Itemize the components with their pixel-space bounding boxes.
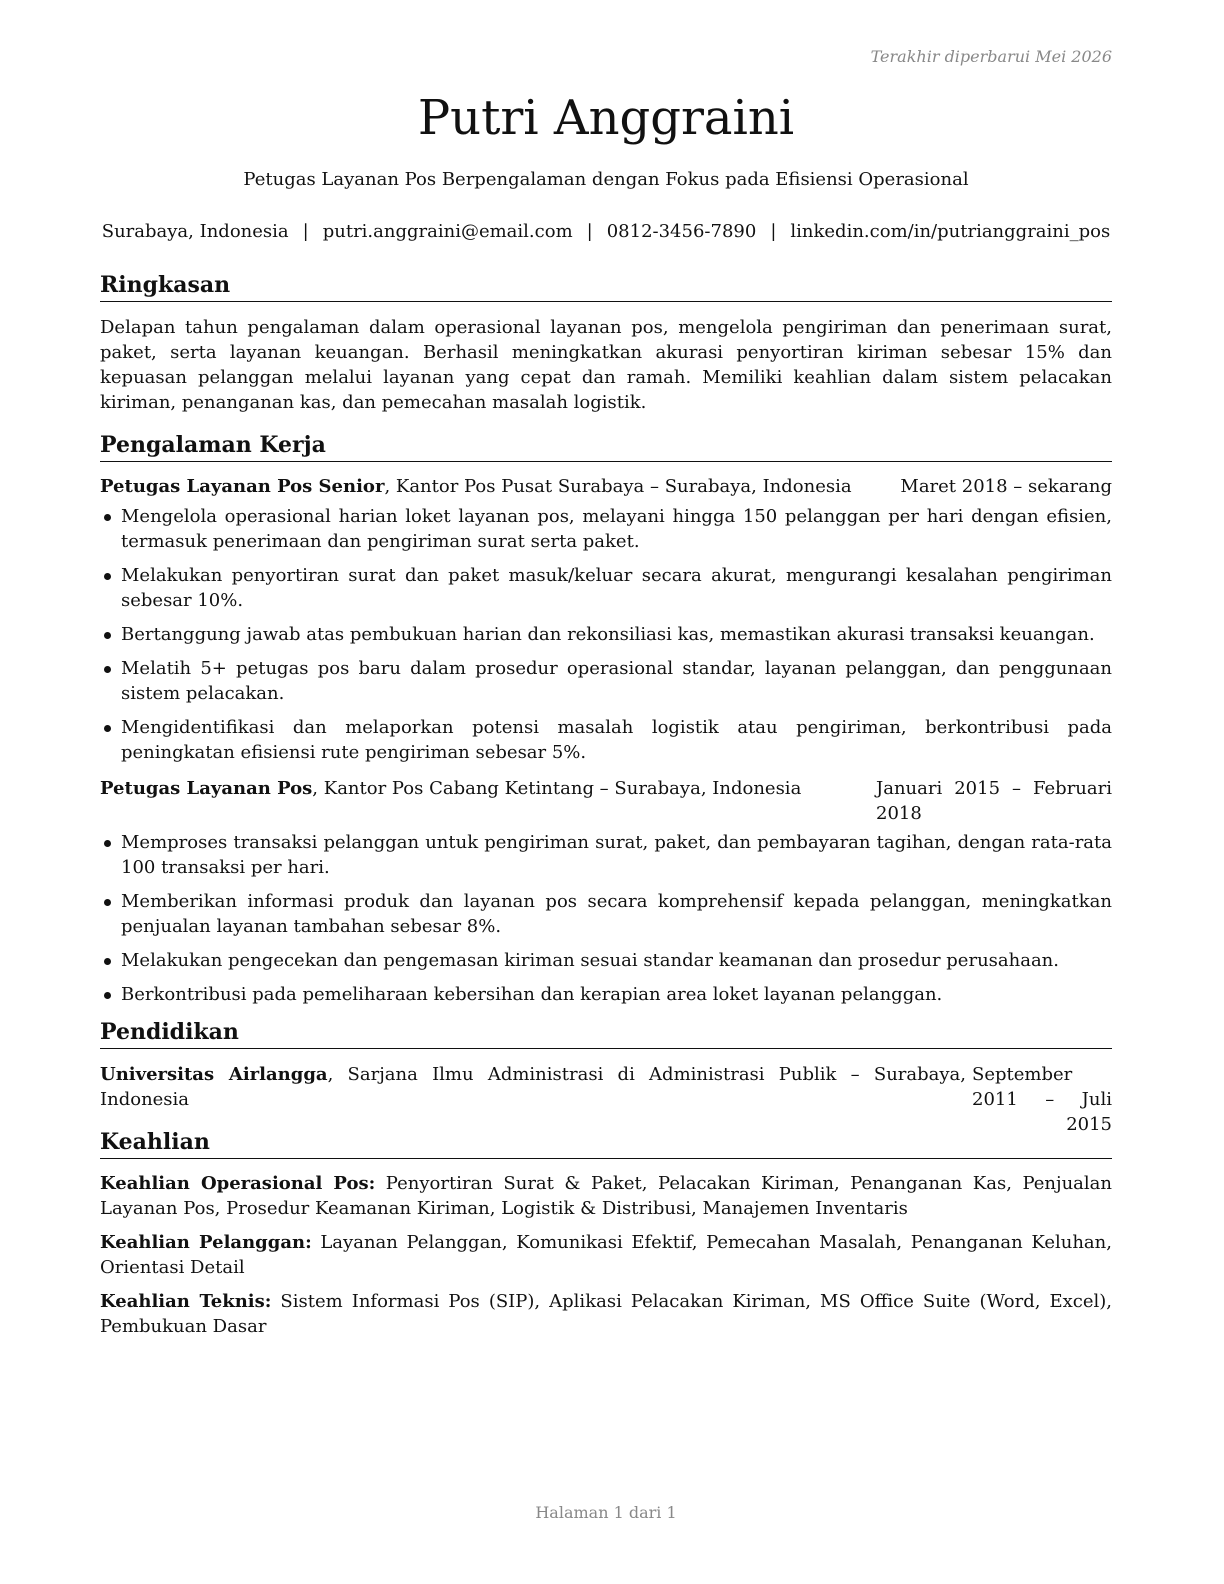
job-header xyxy=(100,776,1112,826)
section-title-skills: Keahlian xyxy=(100,1127,1112,1159)
education-school: Universitas Airlangga xyxy=(100,1064,328,1085)
list-item xyxy=(100,504,1112,554)
skill-group xyxy=(100,1289,1112,1339)
job-org: , Kantor Pos Pusat Surabaya – Surabaya, Indonesia xyxy=(384,476,852,497)
list-item xyxy=(100,622,1112,647)
job-dates: Januari 2015 – Februari 2018 xyxy=(876,778,1112,824)
bullet-text: Mengelola operasional harian loket layanan pos, melayani hingga 150 pelanggan per hari dengan efisien, termasuk penerimaan dan pengiriman surat serta paket. xyxy=(121,506,1112,552)
education-line xyxy=(100,1062,972,1112)
job-dates: Maret 2018 – sekarang xyxy=(900,476,1112,497)
bullet-icon xyxy=(104,840,111,847)
section-title-education: Pendidikan xyxy=(100,1017,1112,1049)
last-updated-note: Terakhir diperbarui Mei 2026 xyxy=(870,47,1112,66)
resume-page xyxy=(100,0,1112,1584)
bullet-icon xyxy=(104,992,111,999)
skill-group-label: Keahlian Teknis: xyxy=(100,1291,272,1312)
job-title-line xyxy=(100,474,900,499)
education-entry xyxy=(100,1062,1112,1137)
list-item xyxy=(100,563,1112,613)
job-bullets xyxy=(100,830,1112,1016)
bullet-icon xyxy=(104,899,111,906)
contact-phone: 0812-3456-7890 xyxy=(606,221,757,242)
candidate-tagline: Petugas Layanan Pos Berpengalaman dengan Fokus pada Efisiensi Operasional xyxy=(243,169,969,190)
list-item xyxy=(100,715,1112,765)
skill-group xyxy=(100,1230,1112,1280)
bullet-text: Berkontribusi pada pemeliharaan kebersihan dan kerapian area loket layanan pelanggan. xyxy=(121,984,943,1005)
contact-linkedin[interactable]: linkedin.com/in/putrianggraini_pos xyxy=(790,221,1111,242)
skill-group xyxy=(100,1171,1112,1221)
skill-group-label: Keahlian Pelanggan: xyxy=(100,1232,312,1253)
job-header xyxy=(100,474,1112,499)
job-role: Petugas Layanan Pos Senior xyxy=(100,476,385,497)
bullet-icon xyxy=(104,958,111,965)
list-item xyxy=(100,656,1112,706)
bullet-text: Memproses transaksi pelanggan untuk pengiriman surat, paket, dan pembayaran tagihan, dengan rata-rata 100 transaksi per hari. xyxy=(121,832,1112,878)
section-title-experience: Pengalaman Kerja xyxy=(100,430,1112,462)
education-dates: September 2011 – Juli 2015 xyxy=(972,1064,1112,1135)
bullet-text: Melatih 5+ petugas pos baru dalam prosedur operasional standar, layanan pelanggan, dan penggunaan sistem pelacakan. xyxy=(121,658,1112,704)
contact-separator: | xyxy=(770,221,777,242)
page-number: Halaman 1 dari 1 xyxy=(535,1503,677,1522)
bullet-text: Melakukan penyortiran surat dan paket masuk/keluar secara akurat, mengurangi kesalahan pengiriman sebesar 10%. xyxy=(121,565,1112,611)
bullet-text: Melakukan pengecekan dan pengemasan kiriman sesuai standar keamanan dan prosedur perusahaan. xyxy=(121,950,1059,971)
bullet-text: Memberikan informasi produk dan layanan pos secara komprehensif kepada pelanggan, meningkatkan penjualan layanan tambahan sebesar 8%. xyxy=(121,891,1112,937)
bullet-icon xyxy=(104,725,111,732)
skill-group-label: Keahlian Operasional Pos: xyxy=(100,1173,376,1194)
bullet-icon xyxy=(104,514,111,521)
section-title-summary: Ringkasan xyxy=(100,270,1112,302)
summary-text: Delapan tahun pengalaman dalam operasional layanan pos, mengelola pengiriman dan penerimaan surat, paket, serta layanan keuangan. Berhasil meningkatkan akurasi penyortiran kiriman sebesar 15% dan kepuasan pelanggan melalui layanan yang cepat dan ramah. Memiliki keahlian dalam sistem pelacakan kiriman, penanganan kas, dan pemecahan masalah logistik. xyxy=(100,317,1112,413)
bullet-text: Mengidentifikasi dan melaporkan potensi masalah logistik atau pengiriman, berkontribusi pada peningkatan efisiensi rute pengiriman sebesar 5%. xyxy=(121,717,1112,763)
contact-email[interactable]: putri.anggraini@email.com xyxy=(322,221,573,242)
list-item xyxy=(100,830,1112,880)
candidate-name: Putri Anggraini xyxy=(417,90,795,146)
job-bullets xyxy=(100,504,1112,774)
bullet-text: Bertanggung jawab atas pembukuan harian dan rekonsiliasi kas, memastikan akurasi transaksi keuangan. xyxy=(121,624,1095,645)
contact-separator: | xyxy=(302,221,309,242)
list-item xyxy=(100,889,1112,939)
bullet-icon xyxy=(104,573,111,580)
job-org: , Kantor Pos Cabang Ketintang – Surabaya, Indonesia xyxy=(312,778,802,799)
job-role: Petugas Layanan Pos xyxy=(100,778,313,799)
contact-separator: | xyxy=(586,221,593,242)
job-title-line xyxy=(100,776,876,801)
bullet-icon xyxy=(104,666,111,673)
education-degree: , Sarjana Ilmu Administrasi di Administrasi Publik – Surabaya, Indonesia xyxy=(100,1064,967,1110)
contact-location: Surabaya, Indonesia xyxy=(101,221,289,242)
skill-group-items: Penyortiran Surat & Paket, Pelacakan Kiriman, Penanganan Kas, Penjualan Layanan Pos, Prosedur Keamanan Kiriman, Logistik & Distribusi, Manajemen Inventaris xyxy=(100,1173,1112,1219)
bullet-icon xyxy=(104,632,111,639)
list-item xyxy=(100,982,1112,1007)
contact-line xyxy=(100,219,1112,244)
skill-group-items: Layanan Pelanggan, Komunikasi Efektif, Pemecahan Masalah, Penanganan Keluhan, Orientasi Detail xyxy=(100,1232,1112,1278)
list-item xyxy=(100,948,1112,973)
skill-group-items: Sistem Informasi Pos (SIP), Aplikasi Pelacakan Kiriman, MS Office Suite (Word, Excel), Pembukuan Dasar xyxy=(100,1291,1112,1337)
